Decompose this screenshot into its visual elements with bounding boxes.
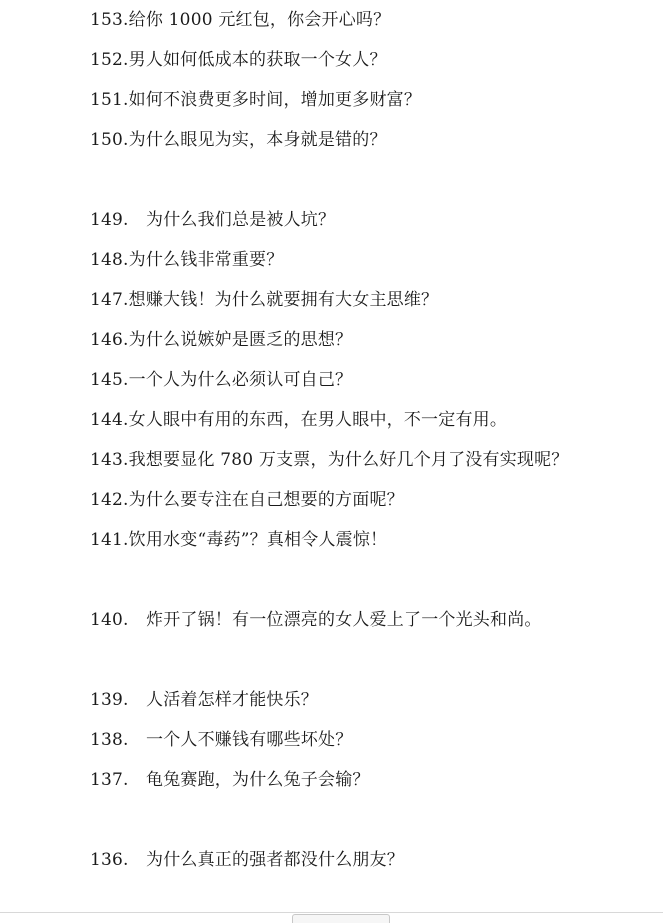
list-item [90, 409, 507, 431]
item-text: 一个人不赚钱有哪些坏处？ [146, 730, 353, 750]
item-number: 146. [90, 330, 129, 350]
item-number: 138. [90, 730, 129, 750]
item-text: 炸开了锅！有一位漂亮的女人爱上了一个光头和尚。 [146, 610, 542, 630]
list-item [90, 609, 542, 631]
item-text: 给你 1000 元红包，你会开心吗？ [128, 10, 391, 30]
list-item [90, 849, 404, 871]
item-text: 男人如何低成本的获取一个女人？ [128, 50, 387, 70]
page-bottom-divider [0, 912, 663, 913]
list-item [90, 769, 370, 791]
list-item [90, 449, 569, 471]
list-item [90, 529, 387, 551]
item-text: 为什么说嫉妒是匮乏的思想？ [128, 330, 353, 350]
item-text: 如何不浪费更多时间，增加更多财富？ [128, 90, 422, 110]
item-text: 人活着怎样才能快乐？ [146, 690, 318, 710]
list-item [90, 369, 352, 391]
list-item [90, 289, 438, 311]
list-item [90, 209, 335, 231]
item-number: 139. [90, 690, 129, 710]
item-number: 147. [90, 290, 129, 310]
item-number: 152. [90, 50, 129, 70]
item-number: 143. [90, 450, 129, 470]
item-text: 想赚大钱！为什么就要拥有大女主思维？ [128, 290, 439, 310]
item-number: 150. [90, 130, 129, 150]
item-text: 为什么要专注在自己想要的方面呢？ [128, 490, 404, 510]
item-number: 153. [90, 10, 129, 30]
item-number: 149. [90, 210, 129, 230]
item-text: 为什么我们总是被人坑？ [146, 210, 336, 230]
list-item [90, 689, 318, 711]
item-text: 龟兔赛跑，为什么兔子会输？ [146, 770, 370, 790]
item-number: 136. [90, 850, 129, 870]
item-number: 137. [90, 770, 129, 790]
item-text: 我想要显化 780 万支票，为什么好几个月了没有实现呢？ [128, 450, 569, 470]
item-number: 148. [90, 250, 129, 270]
item-number: 145. [90, 370, 129, 390]
item-text: 女人眼中有用的东西，在男人眼中，不一定有用。 [128, 410, 508, 430]
item-number: 144. [90, 410, 129, 430]
item-number: 151. [90, 90, 129, 110]
item-number: 142. [90, 490, 129, 510]
list-item [90, 249, 283, 271]
list-item [90, 9, 390, 31]
list-item [90, 49, 387, 71]
list-item [90, 329, 352, 351]
item-text: 为什么钱非常重要？ [128, 250, 284, 270]
item-number: 141. [90, 530, 129, 550]
list-item [90, 489, 404, 511]
list-item [90, 729, 352, 751]
item-text: 为什么眼见为实，本身就是错的？ [128, 130, 387, 150]
item-number: 140. [90, 610, 129, 630]
item-text: 饮用水变“毒药”？真相令人震惊！ [128, 530, 388, 550]
list-item [90, 129, 387, 151]
item-text: 为什么真正的强者都没什么朋友？ [146, 850, 404, 870]
item-text: 一个人为什么必须认可自己？ [128, 370, 353, 390]
list-item [90, 89, 421, 111]
